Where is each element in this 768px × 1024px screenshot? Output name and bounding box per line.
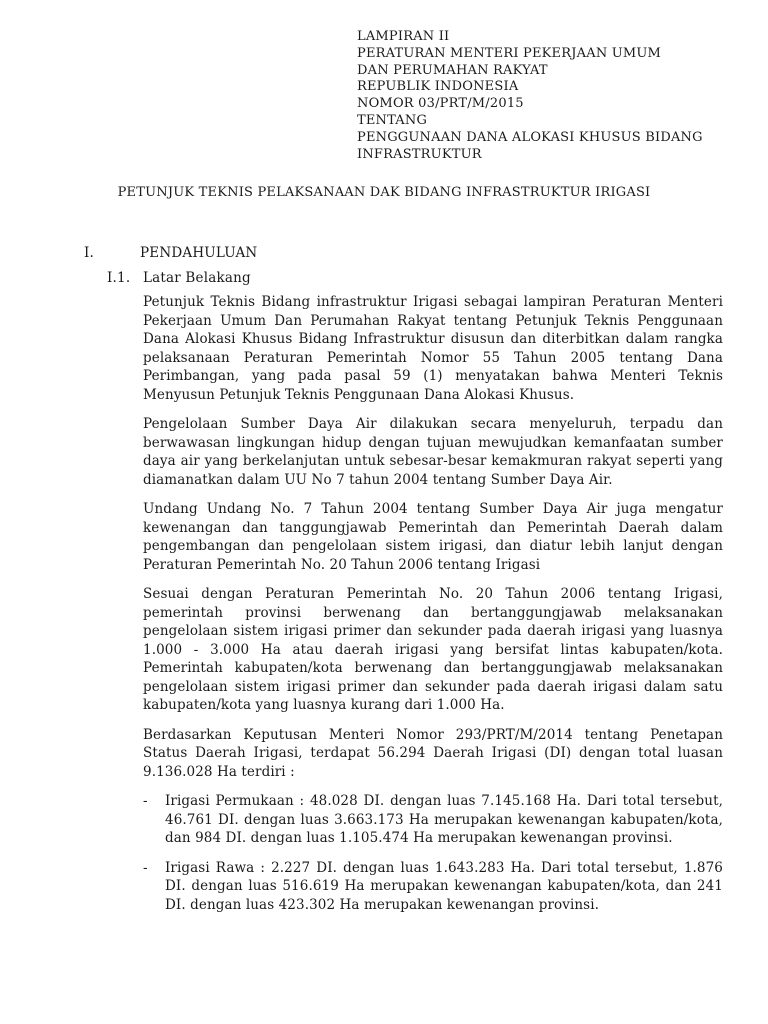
paragraph: Berdasarkan Keputusan Menteri Nomor 293/PRT/M/2014 tentang Penetapan Status Daerah Irigasi, terdapat 56.294 Daerah Irigasi (DI) dengan total luasan 9.136.028 Ha terdiri : bbox=[143, 726, 723, 780]
section-heading bbox=[84, 245, 257, 261]
subsection-heading bbox=[107, 270, 251, 286]
subsection-label: Latar Belakang bbox=[143, 270, 251, 286]
bullet-marker: - bbox=[143, 859, 148, 876]
bullet-text: Irigasi Permukaan : 48.028 DI. dengan luas 7.145.168 Ha. Dari total tersebut, 46.761 DI. dengan luas 3.663.173 Ha merupakan kewenangan kabupaten/kota, dan 984 DI. dengan luas 1.105.474 Ha merupakan kewenangan provinsi. bbox=[165, 793, 723, 846]
section-label: PENDAHULUAN bbox=[140, 245, 258, 261]
bullet-list bbox=[143, 792, 723, 914]
lampiran-line: REPUBLIK INDONESIA bbox=[357, 79, 519, 95]
section-number: I. bbox=[84, 245, 95, 261]
subsection-number: I.1. bbox=[107, 270, 131, 286]
bullet-text: Irigasi Rawa : 2.227 DI. dengan luas 1.643.283 Ha. Dari total tersebut, 1.876 DI. dengan luas 516.619 Ha merupakan kewenangan kabupaten/kota, dan 241 DI. dengan luas 423.302 Ha merupakan kewenangan provinsi. bbox=[165, 859, 723, 913]
lampiran-line: INFRASTRUKTUR bbox=[357, 146, 482, 162]
paragraph: Pengelolaan Sumber Daya Air dilakukan secara menyeluruh, terpadu dan berwawasan lingkungan hidup dengan tujuan mewujudkan kemanfaatan sumber daya air yang berkelanjutan untuk sebesar-besar kemakmuran rakyat seperti yang diamanatkan dalam UU No 7 tahun 2004 tentang Sumber Daya Air. bbox=[143, 416, 723, 488]
paragraph: Undang Undang No. 7 Tahun 2004 tentang Sumber Daya Air juga mengatur kewenangan dan tanggungjawab Pemerintah dan Pemerintah Daerah dalam pengembangan dan pengelolaan sistem irigasi, dan diatur lebih lanjut dengan Peraturan Pemerintah No. 20 Tahun 2006 tentang Irigasi bbox=[143, 501, 723, 573]
bullet-item bbox=[143, 792, 723, 848]
paragraph: Sesuai dengan Peraturan Pemerintah No. 20 Tahun 2006 tentang Irigasi, pemerintah provinsi berwenang dan bertanggungjawab melaksanakan pengelolaan sistem irigasi primer dan sekunder pada daerah irigasi yang luasnya 1.000 - 3.000 Ha atau daerah irigasi yang bersifat lintas kabupaten/kota. Pemerintah kabupaten/kota berwenang dan bertanggungjawab melaksanakan pengelolaan sistem irigasi primer dan sekunder pada daerah irigasi dalam satu kabupaten/kota yang luasnya kurang dari 1.000 Ha. bbox=[143, 586, 723, 713]
lampiran-line: PENGGUNAAN DANA ALOKASI KHUSUS BIDANG bbox=[357, 129, 703, 145]
body-text bbox=[143, 293, 723, 925]
lampiran-line: LAMPIRAN II bbox=[357, 29, 450, 44]
lampiran-line: NOMOR 03/PRT/M/2015 bbox=[357, 96, 524, 112]
lampiran-line: PERATURAN MENTERI PEKERJAAN UMUM bbox=[357, 45, 662, 61]
paragraph: Petunjuk Teknis Bidang infrastruktur Irigasi sebagai lampiran Peraturan Menteri Pekerjaan Umum Dan Perumahan Rakyat tentang Petunjuk Teknis Penggunaan Dana Alokasi Khusus Bidang Infrastruktur disusun dan diterbitkan dalam rangka pelaksanaan Peraturan Pemerintah Nomor 55 Tahun 2005 tentang Dana Perimbangan, yang pada pasal 59 (1) menyatakan bahwa Menteri Teknis Menyusun Petunjuk Teknis Penggunaan Dana Alokasi Khusus. bbox=[143, 294, 723, 403]
document-title: PETUNJUK TEKNIS PELAKSANAAN DAK BIDANG INFRASTRUKTUR IRIGASI bbox=[117, 185, 651, 200]
lampiran-line: DAN PERUMAHAN RAKYAT bbox=[357, 62, 548, 78]
bullet-item bbox=[143, 859, 723, 915]
lampiran-line: TENTANG bbox=[357, 112, 428, 128]
bullet-marker: - bbox=[143, 793, 148, 809]
lampiran-header bbox=[357, 29, 757, 163]
